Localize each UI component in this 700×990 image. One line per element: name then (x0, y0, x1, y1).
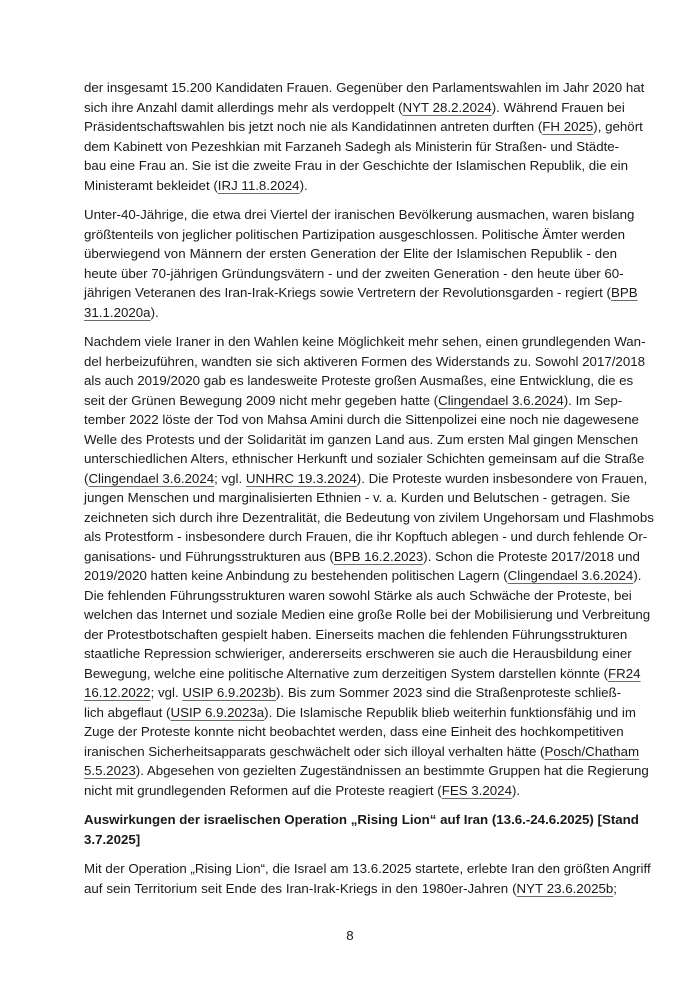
text-segment: dem Kabinett von Pezeshkian mit Farzaneh Sadegh als Ministerin für Straßen- und Städte- (84, 138, 620, 154)
source-reference-link[interactable]: 16.12.2022 (84, 685, 151, 700)
text-segment: ). Im Sep- (563, 392, 623, 408)
text-line (84, 566, 642, 586)
text-segment: Die fehlenden Führungsstrukturen waren sowohl Stärke als auch Schwäche der Proteste, bei (84, 587, 632, 603)
text-line (84, 664, 641, 684)
text-line (84, 605, 651, 625)
source-reference-link[interactable]: 5.5.2023 (84, 763, 136, 778)
text-line (84, 469, 648, 489)
text-line (84, 176, 617, 196)
text-segment: auf sein Territorium seit Ende des Iran-Irak-Kriegs in den 1980er-Jahren ( (84, 880, 517, 896)
text-segment: seit der Grünen Bewegung 2009 nicht mehr gegeben hatte ( (84, 392, 439, 408)
text-segment: jährigen Veteranen des Iran-Irak-Kriegs sowie Vertretern der Revolutionsgarden - regiert ( (84, 285, 611, 300)
source-reference-link[interactable]: Clingendael 3.6.2024 (88, 470, 215, 486)
source-reference-link[interactable]: FES 3.2024 (441, 782, 512, 798)
text-line (84, 810, 639, 830)
text-line (84, 430, 639, 450)
text-line (84, 586, 632, 606)
text-line (84, 332, 646, 352)
text-segment: als Protestform - insbesondere durch Frauen, die ihr Kopftuch ablegen - und durch fehlende Or- (84, 529, 648, 544)
text-line (84, 722, 624, 742)
text-segment: der insgesamt 15.200 Kandidaten Frauen. Gegenüber den Parlamentswahlen im Jahr 2020 hat (84, 80, 645, 95)
text-segment: jungen Menschen und marginalisierten Ethnien - v. a. Kurden und Belutschen - getragen. Sie (84, 490, 631, 505)
text-line (84, 156, 628, 176)
text-segment: Ministeramt bekleidet ( (84, 177, 218, 193)
source-reference-link[interactable]: USIP 6.9.2023b (182, 685, 276, 700)
text-line (84, 644, 632, 664)
text-line (84, 703, 636, 723)
text-segment: welchen das Internet und soziale Medien eine große Rolle bei der Mobilisierung und Verbreitung (84, 607, 651, 622)
text-segment: heute über 70-jährigen Gründungsvätern - und der zweiten Generation - den heute über 60- (84, 265, 624, 281)
text-segment: ; vgl. (150, 685, 183, 700)
paragraph (84, 332, 654, 800)
paragraph (84, 859, 651, 898)
text-line (84, 98, 625, 118)
text-segment: Mit der Operation „Rising Lion“, die Israel am 13.6.2025 startete, erlebte Iran den größten Angriff (84, 861, 651, 876)
text-line (84, 410, 639, 430)
text-segment: ; (613, 880, 617, 896)
text-segment: ; vgl. (214, 470, 246, 486)
text-segment: 2019/2020 hatten keine Anbindung zu bestehenden politischen Lagern ( (84, 568, 508, 583)
text-segment: tember 2022 löste der Tod von Mahsa Amini durch die Sittenpolizei eine noch nie dagewesene (84, 412, 639, 427)
text-line (84, 117, 643, 137)
text-line (84, 391, 623, 411)
text-segment: ). (511, 782, 521, 798)
text-line (84, 283, 638, 303)
text-line (84, 205, 635, 225)
text-line (84, 547, 640, 567)
text-segment: ). Während Frauen bei (491, 99, 625, 115)
text-segment: ). Bis zum Sommer 2023 sind die Straßenproteste schließ- (276, 685, 622, 700)
source-reference-link[interactable]: IRJ 11.8.2024 (217, 177, 300, 193)
text-segment: iranischen Sicherheitsapparats geschwächelt oder sich illoyal verhalten hätte ( (84, 743, 545, 759)
source-reference-link[interactable]: FH 2025 (542, 119, 594, 134)
text-line (84, 78, 645, 98)
text-segment: sich ihre Anzahl damit allerdings mehr als verdoppelt ( (84, 99, 403, 115)
text-line (84, 303, 617, 323)
document-body (84, 78, 654, 908)
text-segment: der Protestbotschaften gespielt haben. Einerseits machen die fehlenden Führungsstrukturen (84, 626, 628, 642)
section-heading (84, 810, 639, 849)
text-line (84, 244, 617, 264)
text-segment: Auswirkungen der israelischen Operation „Rising Lion“ auf Iran (13.6.-24.6.2025) [Stand (84, 812, 639, 827)
source-reference-link[interactable]: BPB 16.2.2023 (333, 548, 424, 564)
text-segment: Unter-40-Jährige, die etwa drei Viertel der iranischen Bevölkerung ausmachen, waren bislang (84, 207, 635, 222)
source-reference-link[interactable]: Clingendael 3.6.2024 (507, 568, 634, 583)
text-line (84, 527, 648, 547)
source-reference-link[interactable]: FR24 (608, 665, 641, 681)
text-segment: zeichneten sich durch ihre Dezentralität, die Bedeutung von zivilem Ungehorsam und Flashmobs (84, 509, 654, 525)
paragraph (84, 205, 638, 322)
text-line (84, 264, 624, 284)
text-segment: ( (84, 470, 89, 486)
source-reference-link[interactable]: USIP 6.9.2023a (170, 704, 265, 720)
text-segment: bau eine Frau an. Sie ist die zweite Frau in der Geschichte der Islamischen Republik, die ein (84, 158, 628, 173)
text-segment: ). Die Islamische Republik blieb weiterhin funktionsfähig und im (264, 704, 636, 720)
text-segment: del herbeizuführen, wandten sie sich aktiveren Formen des Widerstands zu. Sowohl 2017/2018 (84, 353, 646, 369)
source-reference-link[interactable]: Posch/Chatham (544, 743, 640, 759)
source-reference-link[interactable]: UNHRC 19.3.2024 (245, 470, 357, 486)
text-line (84, 742, 640, 762)
text-segment: ). Die Proteste wurden insbesondere von Frauen, (356, 470, 648, 486)
text-segment: ). (150, 304, 159, 320)
text-line (84, 225, 626, 245)
text-line (84, 761, 649, 781)
text-segment: Welle des Protests und der Solidarität im ganzen Land aus. Zum ersten Mal gingen Menschen (84, 431, 639, 447)
text-line (84, 625, 628, 645)
text-segment: ). (299, 177, 308, 193)
text-segment: Zuge der Proteste konnte nicht beobachtet werden, dass eine Einheit des hochkompetitiven (84, 724, 624, 739)
text-segment: staatliche Repression schwieriger, andererseits erschweren sie auch die Herausbildung einer (84, 646, 632, 661)
text-line (84, 352, 646, 372)
text-line (84, 683, 622, 703)
text-segment: ). Schon die Proteste 2017/2018 und (423, 548, 640, 564)
source-reference-link[interactable]: 31.1.2020a (84, 304, 151, 320)
text-line (84, 371, 634, 391)
paragraph (84, 78, 645, 195)
text-segment: Bewegung, welche eine politische Alternative zum derzeitigen System darstellen könnte ( (84, 665, 609, 681)
text-segment: überwiegend von Männern der ersten Generation der Elite der Islamischen Republik - den (84, 246, 617, 261)
text-segment: als auch 2019/2020 gab es landesweite Proteste großen Ausmaßes, eine Entwicklung, die es (84, 373, 634, 388)
text-segment: Nachdem viele Iraner in den Wahlen keine Möglichkeit mehr sehen, einen grundlegenden Wan- (84, 334, 646, 349)
text-segment: 3.7.2025] (84, 831, 141, 847)
page-number: 8 (346, 928, 354, 943)
source-reference-link[interactable]: Clingendael 3.6.2024 (438, 392, 564, 408)
text-line (84, 488, 631, 508)
source-reference-link[interactable]: BPB (610, 285, 638, 300)
text-segment: nicht mit grundlegenden Reformen auf die Proteste reagiert ( (84, 782, 442, 798)
text-line (84, 781, 617, 801)
text-segment: größtenteils von jeglicher politischen Partizipation ausgeschlossen. Politische Ämter werden (84, 226, 626, 242)
text-line (84, 830, 617, 850)
source-reference-link[interactable]: NYT 23.6.2025b (516, 880, 614, 896)
text-segment: ), gehört (593, 119, 643, 134)
text-segment: ). (633, 568, 642, 583)
text-line (84, 508, 654, 528)
text-segment: unterschiedlichen Alters, ethnischer Herkunft und sozialer Schichten gemeinsam auf die Straße (84, 451, 645, 466)
text-line (84, 859, 651, 879)
text-segment: ). Abgesehen von gezielten Zugeständnissen an bestimmte Gruppen hat die Regierung (135, 763, 649, 778)
text-segment: lich abgeflaut ( (84, 704, 171, 720)
text-segment: Präsidentschaftswahlen bis jetzt noch nie als Kandidatinnen antreten durften ( (84, 119, 543, 134)
text-line (84, 449, 645, 469)
source-reference-link[interactable]: NYT 28.2.2024 (402, 99, 492, 115)
text-segment: ganisations- und Führungsstrukturen aus ( (84, 548, 334, 564)
text-line (84, 879, 617, 899)
text-line (84, 137, 620, 157)
